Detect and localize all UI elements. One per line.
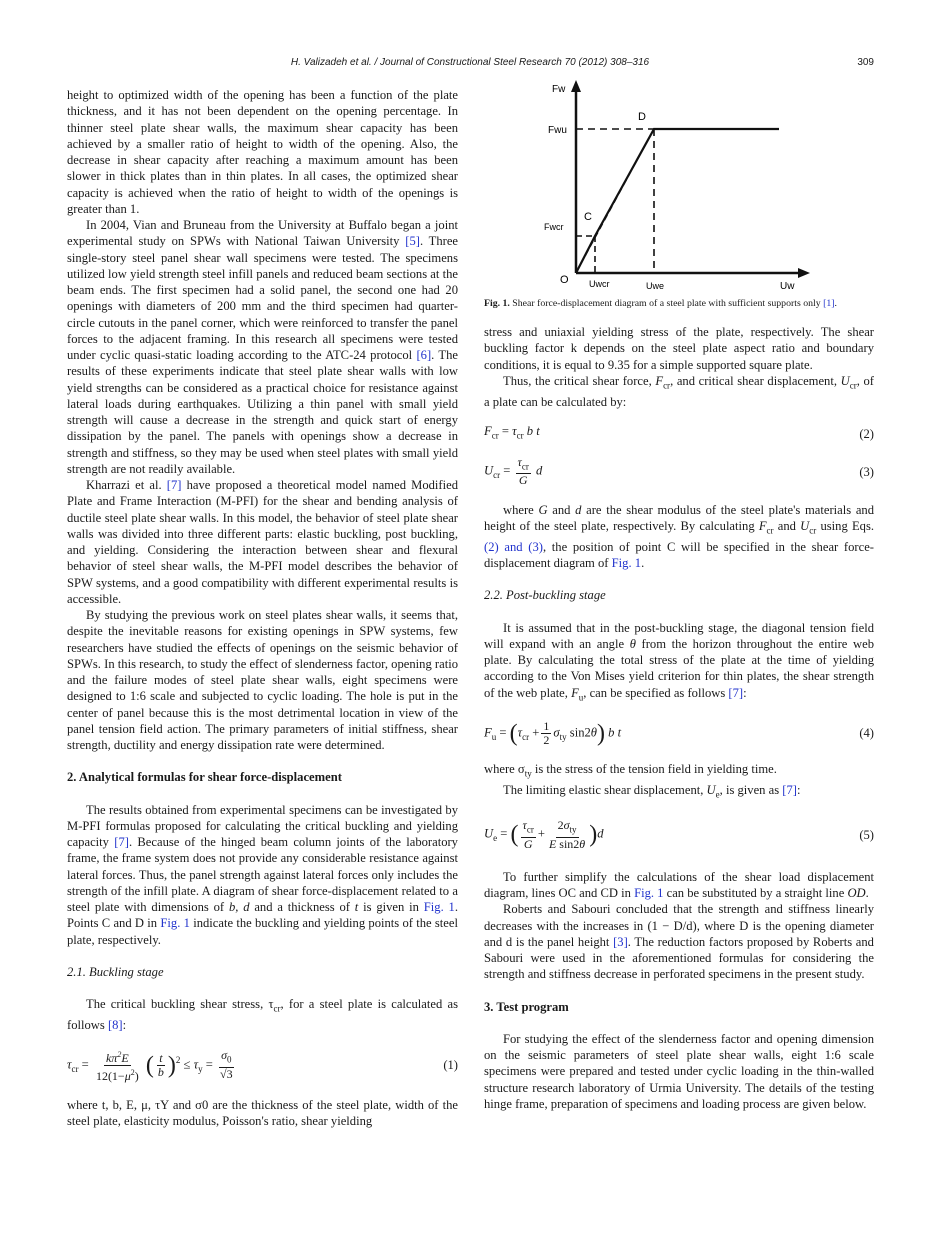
paragraph: where $\sigma_{ty}$ is the stress of the tension field in yielding time. bbox=[484, 762, 777, 779]
figure-1 bbox=[484, 84, 874, 297]
paragraph: where G and d are the shear modulus of the steel plate's materials and height of the steel plate, respectively. By calculating $F_{cr}$ and $U_{cr}$ using Eqs. (2) and (3), the position of point C will be specified in the shear force-displacement diagram of Fig. 1. bbox=[484, 502, 875, 571]
equation-4: $F_u = (\tau_{cr}$ + $\frac{1}{2}$ $\sigma_{ty}$ sin2θ) b t (4) bbox=[484, 718, 874, 747]
origin-label: O bbox=[560, 274, 569, 286]
point-c-label: C bbox=[584, 211, 592, 223]
paragraph: where t, b, E, μ, τY and σ0 are the thickness of the steel plate, width of the steel plate, elasticity modulus, Poisson's ratio, shear yielding bbox=[67, 1098, 458, 1129]
equation-2: $F_{cr} = \tau_{cr}$ b t (2) bbox=[484, 424, 874, 441]
uwcr-label: Uwcr bbox=[589, 279, 610, 289]
equation-link[interactable]: (2) and (3) bbox=[484, 539, 543, 554]
paragraph: The results obtained from experimental specimens can be investigated by M-PFI formulas proposed for calculating the critical buckling and yielding capacity [7]. Because of the hinged beam column joints of the laboratory frame, the frame system does not provide any considerable resistance against lateral forces. Thus, the panel strength against lateral forces only includes the strength of the infill plate. A diagram of shear force-displacement related to a steel plate with dimensions of b, d and a thickness of t is given in Fig. 1. Points C and D in Fig. 1 indicate the buckling and yielding points of the steel plate, respectively. bbox=[67, 802, 458, 947]
equation-number: (2) bbox=[859, 426, 874, 441]
paragraph: The critical buckling shear stress, $\tau_{cr}$, for a steel plate is calculated as follows [8]: bbox=[67, 997, 458, 1032]
paragraph: To further simplify the calculations of the shear load displacement diagram, lines OC and CD in Fig. 1 can be substituted by a straight line OD. bbox=[484, 869, 874, 901]
paragraph: height to optimized width of the opening has been a function of the plate thickness, and it has not been dependent on the opening percentage. In thinner steel plate shear walls, the maximum shear capacity has been achieved by a smaller ratio of height to width of the opening. Also, the decrease in shear capacity after reaching a maximum amount has been slower in thick plates than in thin plates. In all cases, the optimized shear capacity is achieved when the ratio of height to width of the openings is greater than 1. bbox=[67, 88, 458, 216]
reference-link[interactable]: [7] bbox=[166, 478, 182, 492]
equation-number: (1) bbox=[443, 1057, 458, 1072]
equation-number: (3) bbox=[859, 464, 874, 479]
reference-link[interactable]: [6] bbox=[416, 348, 432, 362]
figure-link[interactable]: Fig. 1 bbox=[160, 916, 190, 931]
paragraph: stress and uniaxial yielding stress of the plate, respectively. The shear buckling factor k depends on the steel plate aspect ratio and boundary conditions, it is equal to 9.35 for a simple supported square plate. bbox=[484, 325, 874, 372]
paragraph: The limiting elastic shear displacement, $U_e$, is given as [7]: bbox=[503, 783, 801, 800]
section-heading: 2. Analytical formulas for shear force-displacement bbox=[67, 770, 342, 785]
figure-link[interactable]: Fig. 1 bbox=[423, 900, 455, 914]
paragraph: By studying the previous work on steel plates shear walls, it seems that, despite the inevitable reasons for existing openings in SPW systems, few researchers have studied the effects of openings on the seismic behavior of SPWs. In this research, to study the effect of slenderness factor, opening ratio and the failure modes of steel plate shear walls, eight specimens were designed to 1:6 scale and subjected to cyclic loading. The hole is put in the center of panel because this is the most detrimental location in view of the panel tension field action. The primary parameters of initial stiffness, shear strength, ductility and energy dissipation rate were determined. bbox=[67, 608, 458, 752]
subsection-heading: 2.2. Post-buckling stage bbox=[484, 588, 606, 603]
uwe-label: Uwe bbox=[646, 281, 665, 290]
paragraph: In 2004, Vian and Bruneau from the University at Buffalo began a joint experimental study on SPWs with National Taiwan University [5]. Three single-story steel panel shear wall specimens were tested. The specimens utilized low yield strength steel infill panels and reduced beam sections at the beam ends. The first specimen had a solid panel, the second one had 20 openings with diameters of 200 mm and the third specimen had quarter-circle cutouts in the panel corner, which were reinforced to transfer the panel forces to the adjacent framing. In this research all specimens were tested under cyclic quasi-static loading according to the ATC-24 protocol [6]. The results of these experiments indicate that steel plate shear walls with low yield strengths can be considered as a practical choice for resistance against lateral loads during earthquakes. Utilizing a thin panel with small yield strength will cause a decrease in the strength and quick start of energy dissipation by the panel. The panels with openings show a decrease in strength and stiffness, so they may be used when steel plates with small yield strength are not readily available. bbox=[67, 218, 459, 476]
y-axis-label: Fw bbox=[552, 84, 566, 95]
equation-number: (5) bbox=[859, 827, 874, 842]
journal-citation: H. Valizadeh et al. / Journal of Constructional Steel Research 70 (2012) 308–316 bbox=[290, 57, 650, 68]
fwu-label: Fwu bbox=[548, 125, 567, 136]
equation-1: $\tau_{cr}$ = $\frac{k\pi^2E}{12(1-\mu^2)}$ ( $\frac{t}{b}$ )$^2 \le \tau_y$ = $\frac{\sigma_0}{√3}$ (1) bbox=[67, 1048, 458, 1083]
paragraph: Kharrazi et al. [7] have proposed a theoretical model named Modified Plate and Frame Interaction (M-PFI) for the shear and bending analysis of ductile steel plate shear walls. In this model, the behavior of steel plate shear walls was divided into three different parts: elastic buckling, post buckling, and yielding. Considering the interaction between shear and flexural behavior of steel shear walls, the M-PFI model describes the behavior of SPW systems, and a good compatibility with different experimental results is accessible. bbox=[67, 478, 458, 606]
right-column bbox=[484, 84, 875, 1112]
equation-5: $U_e$ = ( $\frac{\tau_{cr}}{G}$ + $\frac{2\sigma_{ty}}{\text{E sin2θ}}$ )d (5) bbox=[484, 818, 874, 851]
paragraph: Roberts and Sabouri concluded that the strength and stiffness linearly decreases with the increases in (1 − D/d), where D is the opening diameter and d is the panel height [3]. The reduction factors proposed by Roberts and Sabouri were used in the aforementioned formulas for considering the strength and stiffness decrease in perforated specimens in the present study. bbox=[484, 902, 874, 982]
left-column bbox=[67, 87, 458, 1130]
running-header bbox=[0, 57, 925, 73]
paragraph: Thus, the critical shear force, $F_{cr}$, and critical shear displacement, $U_{cr}$, of a plate can be calculated by: bbox=[484, 373, 874, 409]
figure-link[interactable]: Fig. 1 bbox=[611, 556, 642, 571]
point-d-label: D bbox=[638, 111, 646, 123]
reference-link[interactable]: [7] bbox=[114, 835, 129, 849]
subsection-heading: 2.1. Buckling stage bbox=[67, 964, 164, 979]
shear-force-displacement-chart bbox=[534, 80, 824, 290]
paragraph: For studying the effect of the slenderness factor and opening dimension on the seismic parameters of steel plate shear walls, eight 1:6 scale specimens were prepared and tested under cyclic loading in the thin-walled structure research laboratory of Urmia University. The details of the testing hinge frame, preparation of specimens and loading process are given below. bbox=[484, 1031, 874, 1111]
figure-link[interactable]: Fig. 1 bbox=[634, 886, 664, 901]
reference-link[interactable]: [7] bbox=[782, 783, 797, 798]
equation-number: (4) bbox=[859, 726, 874, 741]
reference-link[interactable]: [5] bbox=[405, 234, 420, 249]
section-heading: 3. Test program bbox=[484, 999, 569, 1014]
reference-link[interactable]: [3] bbox=[613, 934, 628, 949]
figure-caption: Fig. 1. Shear force-displacement diagram of a steel plate with sufficient supports only [1]. bbox=[484, 298, 837, 309]
reference-link[interactable]: [8] bbox=[107, 1017, 123, 1032]
reference-link[interactable]: [7] bbox=[728, 685, 744, 700]
reference-link[interactable]: [1] bbox=[823, 298, 835, 309]
page-number: 309 bbox=[857, 57, 874, 68]
paragraph: It is assumed that in the post-buckling stage, the diagonal tension field will expand with an angle θ from the horizon throughout the entire web plate. By calculating the total stress of the plate at the time of yielding according to the Von Mises yield criterion for thin plates, the shear strength of the web plate, $F_u$, can be specified as follows [7]: bbox=[484, 620, 874, 703]
fwcr-label: Fwcr bbox=[544, 222, 564, 232]
x-axis-label: Uw bbox=[780, 281, 795, 290]
equation-3: $U_{cr}$ = $\frac{\tau_{cr}}{G}$ d (3) bbox=[484, 455, 874, 488]
